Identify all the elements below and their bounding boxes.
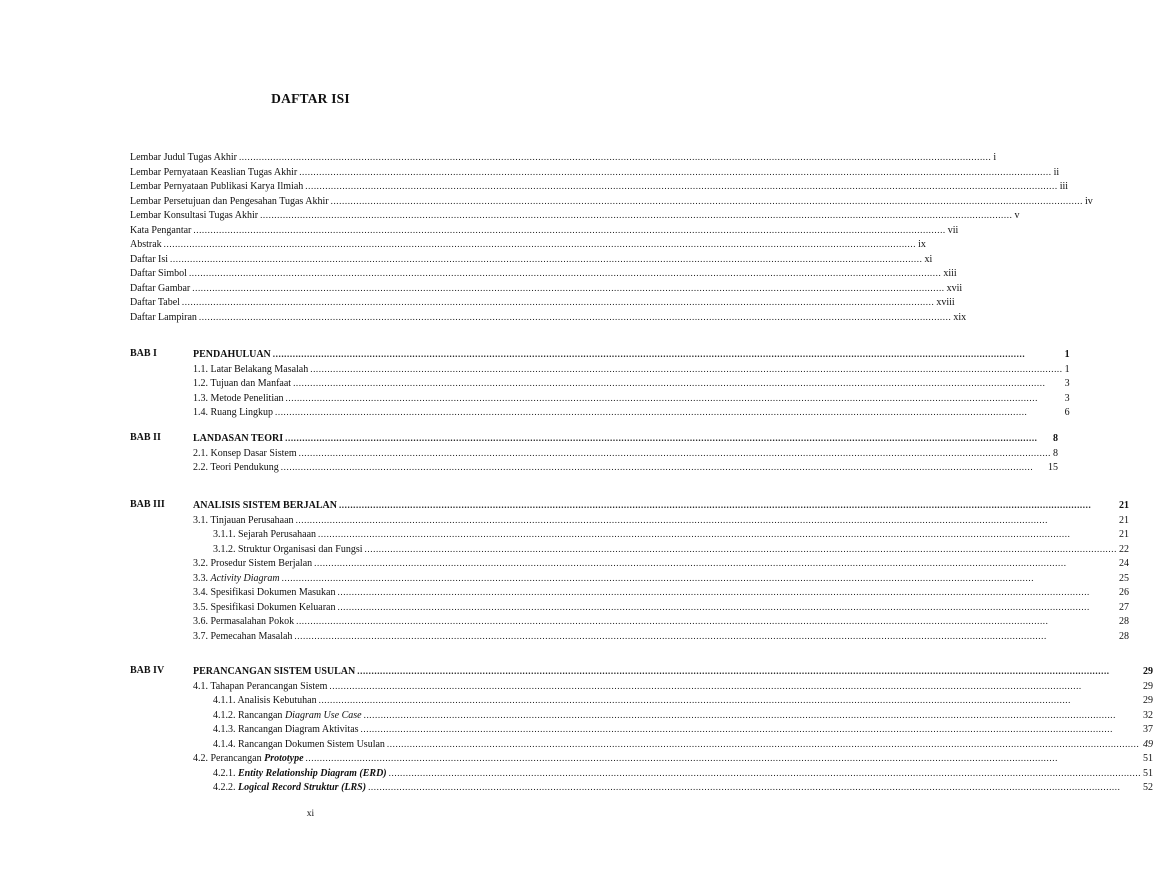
chapter-title[interactable]: ANALISIS SISTEM BERJALAN ..... 21 <box>193 498 1129 513</box>
chapter-bab-1 <box>130 347 1070 418</box>
list-item[interactable]: 3.2. Prosedur Sistem Berjalan ..... 24 <box>193 556 1129 571</box>
list-item[interactable]: Lembar Konsultasi Tugas Akhir ..... v <box>130 208 549 223</box>
page-number: xi <box>306 809 315 819</box>
front-matter-list <box>130 150 1093 324</box>
list-item[interactable]: 3.7. Pemecahan Masalah ..... 28 <box>193 629 1129 644</box>
chapter-bab-4 <box>130 664 1153 793</box>
list-item[interactable]: 4.2. Perancangan Prototype ..... 51 <box>193 751 1153 766</box>
list-item[interactable]: 3.6. Permasalahan Pokok ..... 28 <box>193 614 1129 629</box>
chapter-bab-3 <box>130 498 1129 642</box>
chapter-title[interactable]: PERANCANGAN SISTEM USULAN ..... 29 <box>193 664 1153 679</box>
list-item[interactable]: 1.3. Metode Penelitian ..... 3 <box>193 391 1070 406</box>
list-item[interactable]: 4.1.2. Rancangan Diagram Use Case ..... 32 <box>213 708 1153 723</box>
list-item[interactable]: 4.1.1. Analisis Kebutuhan ..... 29 <box>213 693 1153 708</box>
list-item[interactable]: 4.1. Tahapan Perancangan Sistem ..... 29 <box>193 679 1153 694</box>
chapter-bab-2 <box>130 431 1059 473</box>
list-item[interactable]: Daftar Lampiran ..... xix <box>130 310 549 325</box>
list-item[interactable]: Lembar Persetujuan dan Pengesahan Tugas Akhir ..... iv <box>130 194 549 209</box>
list-item[interactable]: 3.4. Spesifikasi Dokumen Masukan ..... 26 <box>193 585 1129 600</box>
list-item[interactable]: Abstrak ..... ix <box>130 237 549 252</box>
list-item[interactable]: 4.1.4. Rancangan Dokumen Sistem Usulan ..... 49 <box>213 737 1153 752</box>
list-item[interactable]: 3.5. Spesifikasi Dokumen Keluaran ..... 27 <box>193 600 1129 615</box>
list-item[interactable]: 4.2.1. Entity Relationship Diagram (ERD) ..... 51 <box>213 766 1153 781</box>
list-item[interactable]: 1.1. Latar Belakang Masalah ..... 1 <box>193 362 1070 377</box>
list-item[interactable]: Lembar Judul Tugas Akhir ..... i <box>130 150 549 165</box>
list-item[interactable]: 2.2. Teori Pendukung ..... 15 <box>193 460 1058 475</box>
list-item[interactable]: 4.2.2. Logical Record Struktur (LRS) ..... 52 <box>213 780 1153 795</box>
chapter-number: BAB I <box>130 348 157 359</box>
list-item[interactable]: Daftar Isi ..... xi <box>130 252 549 267</box>
chapter-title[interactable]: PENDAHULUAN ..... 1 <box>193 347 1070 362</box>
list-item[interactable]: Kata Pengantar ..... vii <box>130 223 549 238</box>
list-item[interactable]: 2.1. Konsep Dasar Sistem ..... 8 <box>193 446 1058 461</box>
list-item[interactable]: Lembar Pernyataan Publikasi Karya Ilmiah ..... iii <box>130 179 549 194</box>
list-item[interactable]: Daftar Tabel ..... xviii <box>130 295 549 310</box>
chapter-title[interactable]: LANDASAN TEORI ..... 8 <box>193 431 1058 446</box>
chapter-number: BAB II <box>130 432 161 443</box>
chapter-number: BAB III <box>130 499 165 510</box>
list-item[interactable]: 1.4. Ruang Lingkup ..... 6 <box>193 405 1070 420</box>
list-item[interactable]: 1.2. Tujuan dan Manfaat ..... 3 <box>193 376 1070 391</box>
list-item[interactable]: Daftar Gambar ..... xvii <box>130 281 549 296</box>
chapter-number: BAB IV <box>130 665 165 676</box>
page-title: DAFTAR ISI <box>271 91 350 106</box>
list-item[interactable]: 3.3. Activity Diagram ..... 25 <box>193 571 1129 586</box>
list-item[interactable]: 3.1.2. Struktur Organisasi dan Fungsi ..... 22 <box>213 542 1129 557</box>
list-item[interactable]: 3.1.1. Sejarah Perusahaan ..... 21 <box>213 527 1129 542</box>
list-item[interactable]: Daftar Simbol ..... xiii <box>130 266 549 281</box>
list-item[interactable]: 4.1.3. Rancangan Diagram Aktivitas ..... 37 <box>213 722 1153 737</box>
list-item[interactable]: 3.1. Tinjauan Perusahaan ..... 21 <box>193 513 1129 528</box>
list-item[interactable]: Lembar Pernyataan Keaslian Tugas Akhir ..... ii <box>130 165 549 180</box>
